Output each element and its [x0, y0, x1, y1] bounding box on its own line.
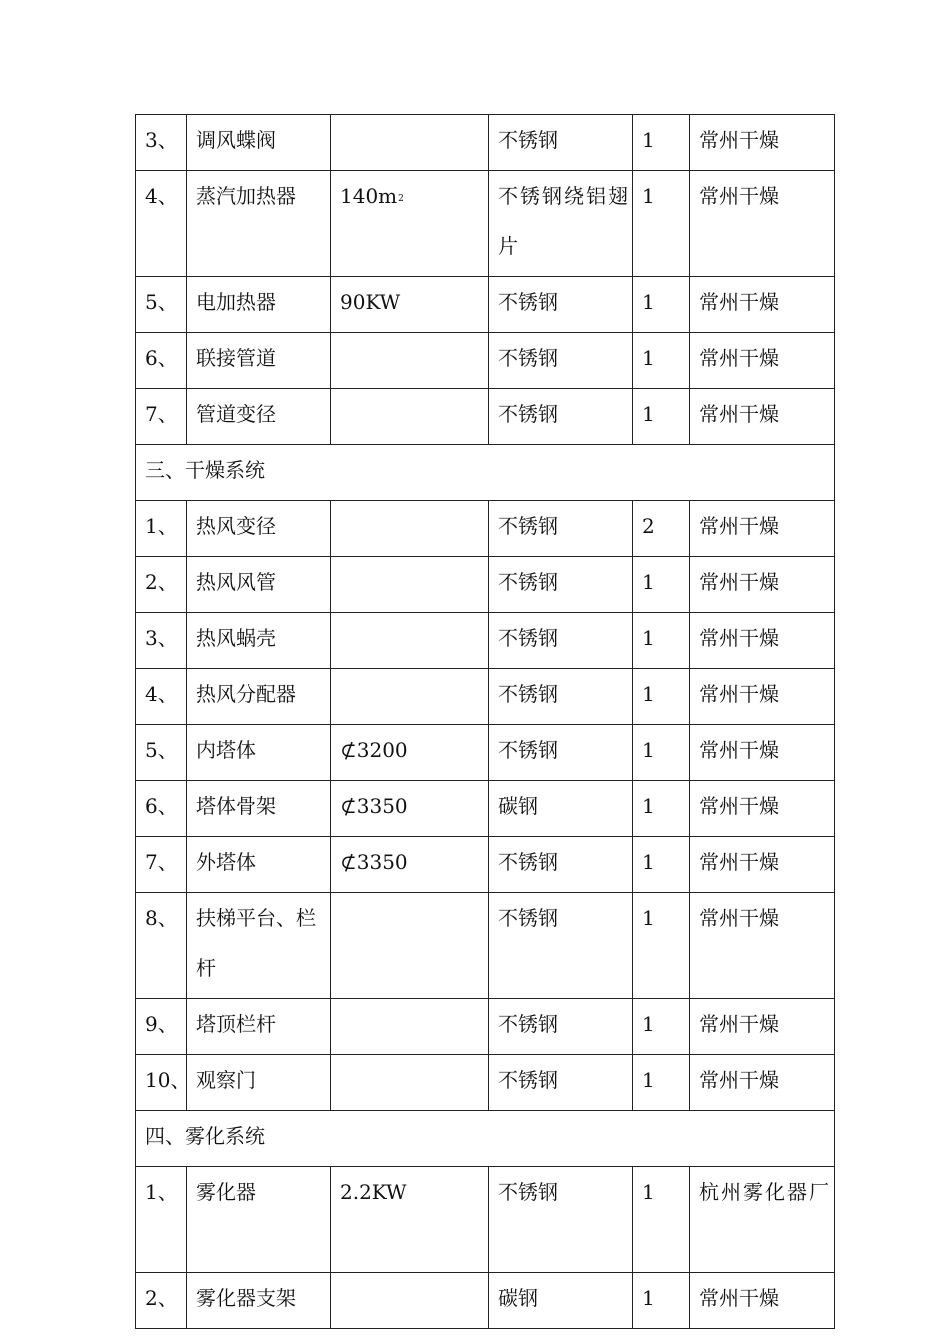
item-number: 2、 — [145, 570, 178, 594]
item-material: 不锈钢绕铝翅片 — [498, 184, 630, 258]
table-row — [136, 725, 835, 781]
item-name: 热风分配器 — [196, 682, 296, 706]
item-spec: 2.2KW — [340, 1180, 407, 1204]
table-row — [136, 837, 835, 893]
item-material: 碳钢 — [498, 1286, 538, 1310]
item-material: 不锈钢 — [498, 402, 558, 426]
item-name: 热风风管 — [196, 570, 276, 594]
item-quantity: 1 — [642, 682, 655, 706]
item-quantity: 1 — [642, 570, 655, 594]
item-spec: ⊄3350 — [340, 794, 408, 818]
item-supplier: 常州干燥 — [699, 290, 779, 314]
item-supplier: 常州干燥 — [699, 184, 779, 208]
table-row — [136, 171, 835, 277]
item-number: 4、 — [145, 682, 178, 706]
section-title: 三、干燥系统 — [145, 458, 265, 482]
table-row — [136, 1055, 835, 1111]
item-supplier: 杭州雾化器厂 — [699, 1180, 831, 1204]
item-quantity: 1 — [642, 850, 655, 874]
item-name: 热风变径 — [196, 514, 276, 538]
item-quantity: 1 — [642, 1180, 655, 1204]
item-material: 不锈钢 — [498, 626, 558, 650]
item-supplier: 常州干燥 — [699, 850, 779, 874]
item-supplier: 常州干燥 — [699, 682, 779, 706]
table-row — [136, 1273, 835, 1329]
equipment-table-body — [136, 115, 835, 1329]
item-spec: 90KW — [340, 290, 401, 314]
item-quantity: 1 — [642, 402, 655, 426]
item-name: 塔体骨架 — [196, 794, 276, 818]
section-row — [136, 445, 835, 501]
item-number: 6、 — [145, 794, 178, 818]
item-material: 不锈钢 — [498, 1012, 558, 1036]
unit-superscript: 2 — [398, 194, 404, 204]
table-row — [136, 999, 835, 1055]
item-name: 雾化器 — [196, 1180, 256, 1204]
item-material: 不锈钢 — [498, 290, 558, 314]
item-name: 联接管道 — [196, 346, 276, 370]
item-quantity: 1 — [642, 794, 655, 818]
table-row — [136, 501, 835, 557]
item-quantity: 1 — [642, 626, 655, 650]
item-spec: $140m^2$ — [340, 184, 404, 208]
item-quantity: 1 — [642, 128, 655, 152]
item-name: 管道变径 — [196, 402, 276, 426]
item-quantity: 1 — [642, 1012, 655, 1036]
item-name: 热风蜗壳 — [196, 626, 276, 650]
item-material: 不锈钢 — [498, 850, 558, 874]
item-material: 不锈钢 — [498, 682, 558, 706]
table-row — [136, 277, 835, 333]
item-spec: ⊄3350 — [340, 850, 408, 874]
item-number: 3、 — [145, 128, 178, 152]
item-supplier: 常州干燥 — [699, 1012, 779, 1036]
item-number: 10、 — [145, 1068, 191, 1092]
item-number: 6、 — [145, 346, 178, 370]
table-row — [136, 613, 835, 669]
item-number: 1、 — [145, 514, 178, 538]
table-row — [136, 893, 835, 999]
item-quantity: 2 — [642, 514, 655, 538]
item-material: 不锈钢 — [498, 570, 558, 594]
item-name: 外塔体 — [196, 850, 256, 874]
table-row — [136, 557, 835, 613]
item-material: 不锈钢 — [498, 514, 558, 538]
table-row — [136, 333, 835, 389]
item-material: 不锈钢 — [498, 128, 558, 152]
section-title: 四、雾化系统 — [145, 1124, 265, 1148]
item-supplier: 常州干燥 — [699, 1286, 779, 1310]
equipment-table — [135, 114, 835, 1329]
item-material: 不锈钢 — [498, 738, 558, 762]
item-material: 碳钢 — [498, 794, 538, 818]
item-name: 调风蝶阀 — [196, 128, 276, 152]
item-name: 雾化器支架 — [196, 1286, 296, 1310]
item-number: 7、 — [145, 850, 178, 874]
item-quantity: 1 — [642, 738, 655, 762]
item-quantity: 1 — [642, 906, 655, 930]
item-supplier: 常州干燥 — [699, 570, 779, 594]
item-supplier: 常州干燥 — [699, 626, 779, 650]
item-number: 5、 — [145, 738, 178, 762]
table-row — [136, 669, 835, 725]
item-number: 8、 — [145, 906, 178, 930]
item-name: 观察门 — [196, 1068, 256, 1092]
item-quantity: 1 — [642, 1286, 655, 1310]
item-supplier: 常州干燥 — [699, 738, 779, 762]
item-number: 7、 — [145, 402, 178, 426]
table-row — [136, 115, 835, 171]
item-number: 3、 — [145, 626, 178, 650]
item-name: 电加热器 — [196, 290, 276, 314]
item-name: 扶梯平台、栏杆 — [196, 906, 316, 980]
item-name: 内塔体 — [196, 738, 256, 762]
item-number: 2、 — [145, 1286, 178, 1310]
item-quantity: 1 — [642, 290, 655, 314]
section-row — [136, 1111, 835, 1167]
item-supplier: 常州干燥 — [699, 1068, 779, 1092]
item-quantity: 1 — [642, 1068, 655, 1092]
table-row — [136, 781, 835, 837]
item-number: 4、 — [145, 184, 178, 208]
item-supplier: 常州干燥 — [699, 128, 779, 152]
item-number: 9、 — [145, 1012, 178, 1036]
item-supplier: 常州干燥 — [699, 346, 779, 370]
item-material: 不锈钢 — [498, 906, 558, 930]
table-row — [136, 389, 835, 445]
item-material: 不锈钢 — [498, 1180, 558, 1204]
item-name: 塔顶栏杆 — [196, 1012, 276, 1036]
item-quantity: 1 — [642, 346, 655, 370]
item-supplier: 常州干燥 — [699, 906, 779, 930]
item-quantity: 1 — [642, 184, 655, 208]
item-material: 不锈钢 — [498, 346, 558, 370]
item-supplier: 常州干燥 — [699, 794, 779, 818]
item-supplier: 常州干燥 — [699, 402, 779, 426]
item-name: 蒸汽加热器 — [196, 184, 296, 208]
item-spec: ⊄3200 — [340, 738, 408, 762]
item-material: 不锈钢 — [498, 1068, 558, 1092]
item-number: 1、 — [145, 1180, 178, 1204]
table-row — [136, 1167, 835, 1273]
item-number: 5、 — [145, 290, 178, 314]
item-supplier: 常州干燥 — [699, 514, 779, 538]
